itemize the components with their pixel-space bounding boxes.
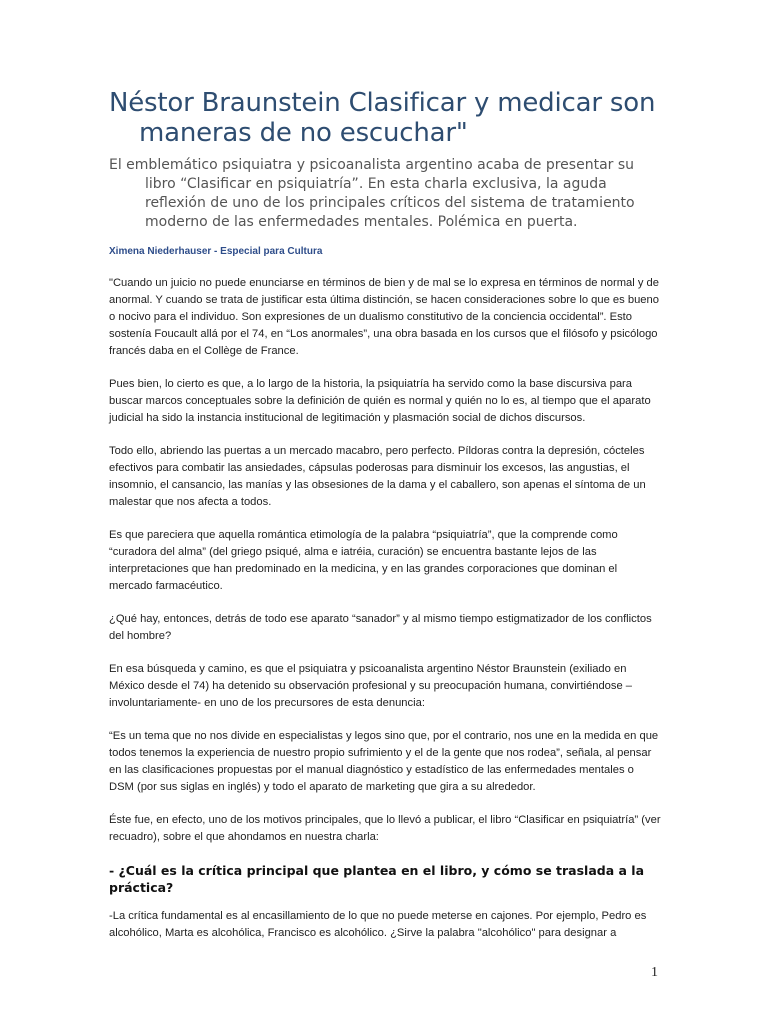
page-number: 1 — [651, 965, 658, 980]
paragraph: En esa búsqueda y camino, es que el psiquiatra y psicoanalista argentino Néstor Braunstein (exiliado en México desde el 74) ha detenido su observación profesional y su preocupación humana, convirtiéndose –involuntariamente- en uno de los precursores de esta denuncia: — [109, 663, 633, 709]
paragraph: ¿Qué hay, entonces, detrás de todo ese aparato “sanador” y al mismo tiempo estigmatizador de los conflictos del hombre? — [109, 613, 652, 642]
paragraph: Pues bien, lo cierto es que, a lo largo de la historia, la psiquiatría ha servido como la base discursiva para buscar marcos conceptuales sobre la definición de quién es normal y quién no lo es, al tiempo que el aparato judicial ha sido la instancia institucional de legitimación y plasmación social de dichos discursos. — [109, 378, 651, 424]
paragraph: "Cuando un juicio no puede enunciarse en términos de bien y de mal se lo expresa en términos de normal y de anormal. Y cuando se trata de justificar esta última distinción, se hacen consideraciones sobre lo que es bueno o nocivo para el individuo. Son expresiones de un dualismo constitutivo de la conciencia occidental”. Esto sostenía Foucault allá por el 74, en “Los anormales”, una obra basada en los cursos que el filósofo y psicólogo francés daba en el Collège de France. — [109, 277, 660, 357]
document-page — [109, 88, 661, 958]
article-title: Néstor Braunstein Clasificar y medicar son maneras de no escuchar" — [109, 88, 656, 148]
interview-answer: -La crítica fundamental es al encasillamiento de lo que no puede meterse en cajones. Por ejemplo, Pedro es alcohólico, Marta es alcohólica, Francisco es alcohólico. ¿Sirve la palabra "alcohólico" para designar a — [109, 910, 647, 939]
paragraph: Éste fue, en efecto, uno de los motivos principales, que lo llevó a publicar, el libro “Clasificar en psiquiatría” (ver recuadro), sobre el que ahondamos en nuestra charla: — [109, 814, 661, 843]
paragraph: Es que pareciera que aquella romántica etimología de la palabra “psiquiatría”, que la comprende como “curadora del alma” (del griego psiqué, alma e iatréia, curación) se encuentra bastante lejos de las interpretaciones que han predominado en la medicina, y en las grandes corporaciones que dominan el mercado farmacéutico. — [109, 529, 618, 592]
article-body — [109, 275, 661, 942]
interview-question: - ¿Cuál es la crítica principal que plantea en el libro, y cómo se traslada a la práctica? — [109, 863, 645, 895]
article-subtitle: El emblemático psiquiatra y psicoanalista argentino acaba de presentar su libro “Clasificar en psiquiatría”. En esta charla exclusiva, la aguda reflexión de uno de los principales críticos del sistema de tratamiento moderno de las enfermedades mentales. Polémica en puerta. — [109, 157, 635, 230]
paragraph: “Es un tema que no nos divide en especialistas y legos sino que, por el contrario, nos une en la medida en que todos tenemos la experiencia de nuestro propio sufrimiento y el de la gente que nos rodea”, señala, al pensar en las clasificaciones propuestas por el manual diagnóstico y estadístico de las enfermedades mentales o DSM (por sus siglas en inglés) y todo el aparato de marketing que gira a su alrededor. — [109, 730, 659, 793]
article-byline: Ximena Niederhauser - Especial para Cultura — [109, 246, 323, 257]
paragraph: Todo ello, abriendo las puertas a un mercado macabro, pero perfecto. Píldoras contra la depresión, cócteles efectivos para combatir las ansiedades, cápsulas poderosas para disminuir los excesos, las angustias, el insomnio, el cansancio, las manías y las obsesiones de la dama y el caballero, son apenas el síntoma de un malestar que nos afecta a todos. — [109, 445, 646, 508]
